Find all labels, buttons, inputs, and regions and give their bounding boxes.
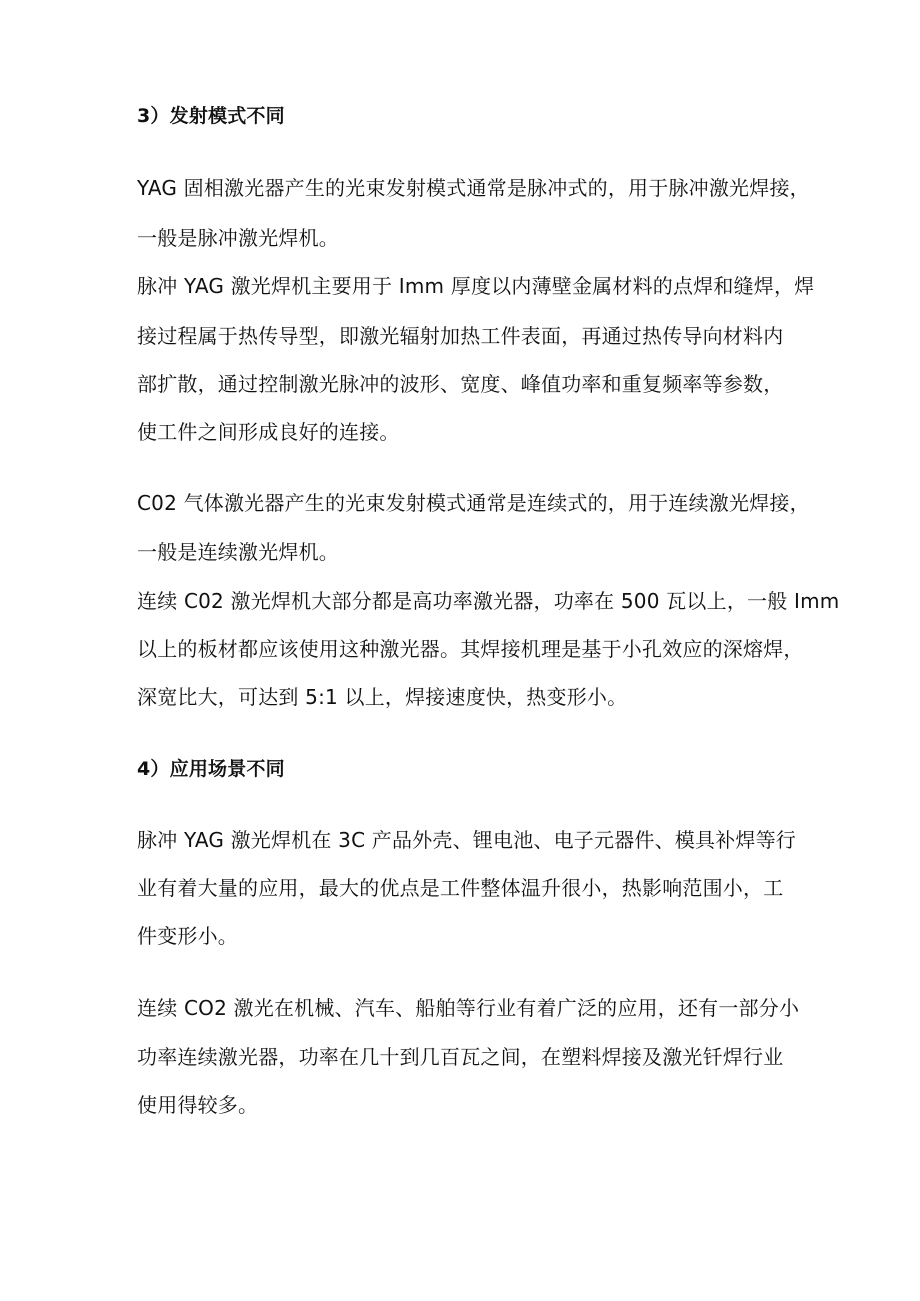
paragraph-line: 部扩散，通过控制激光脉冲的波形、宽度、峰值功率和重复频率等参数， <box>137 372 784 396</box>
paragraph-line: 使用得较多。 <box>137 1093 259 1117</box>
paragraph-line: 以上的板材都应该使用这种激光器。其焊接机理是基于小孔效应的深熔焊， <box>137 637 804 661</box>
paragraph-line: 连续 C02 激光焊机大部分都是高功率激光器，功率在 500 瓦以上，一般 Imm <box>137 589 840 613</box>
paragraph-line: 件变形小。 <box>137 924 238 948</box>
paragraph-line: 一般是连续激光焊机。 <box>137 540 339 564</box>
paragraph-line: 脉冲 YAG 激光焊机在 3C 产品外壳、锂电池、电子元器件、模具补焊等行 <box>137 828 797 852</box>
paragraph-line: YAG 固相激光器产生的光束发射模式通常是脉冲式的，用于脉冲激光焊接， <box>137 176 810 200</box>
paragraph-line: 深宽比大，可达到 5:1 以上，焊接速度快，热变形小。 <box>137 685 628 709</box>
paragraph-line: 脉冲 YAG 激光焊机主要用于 Imm 厚度以内薄壁金属材料的点焊和缝焊，焊 <box>137 274 815 298</box>
paragraph-line: 功率连续激光器，功率在几十到几百瓦之间，在塑料焊接及激光钎焊行业 <box>137 1045 784 1069</box>
section-heading-4: 4）应用场景不同 <box>137 758 285 780</box>
paragraph-line: 使工件之间形成良好的连接。 <box>137 420 400 444</box>
paragraph-line: 一般是脉冲激光焊机。 <box>137 226 339 250</box>
paragraph-line: 接过程属于热传导型，即激光辐射加热工件表面，再通过热传导向材料内 <box>137 324 784 348</box>
paragraph-line: 业有着大量的应用，最大的优点是工件整体温升很小，热影响范围小，工 <box>137 876 784 900</box>
paragraph-line: C02 气体激光器产生的光束发射模式通常是连续式的，用于连续激光焊接， <box>137 491 810 515</box>
section-heading-3: 3）发射模式不同 <box>137 105 285 127</box>
paragraph-line: 连续 CO2 激光在机械、汽车、船舶等行业有着广泛的应用，还有一部分小 <box>137 996 800 1020</box>
